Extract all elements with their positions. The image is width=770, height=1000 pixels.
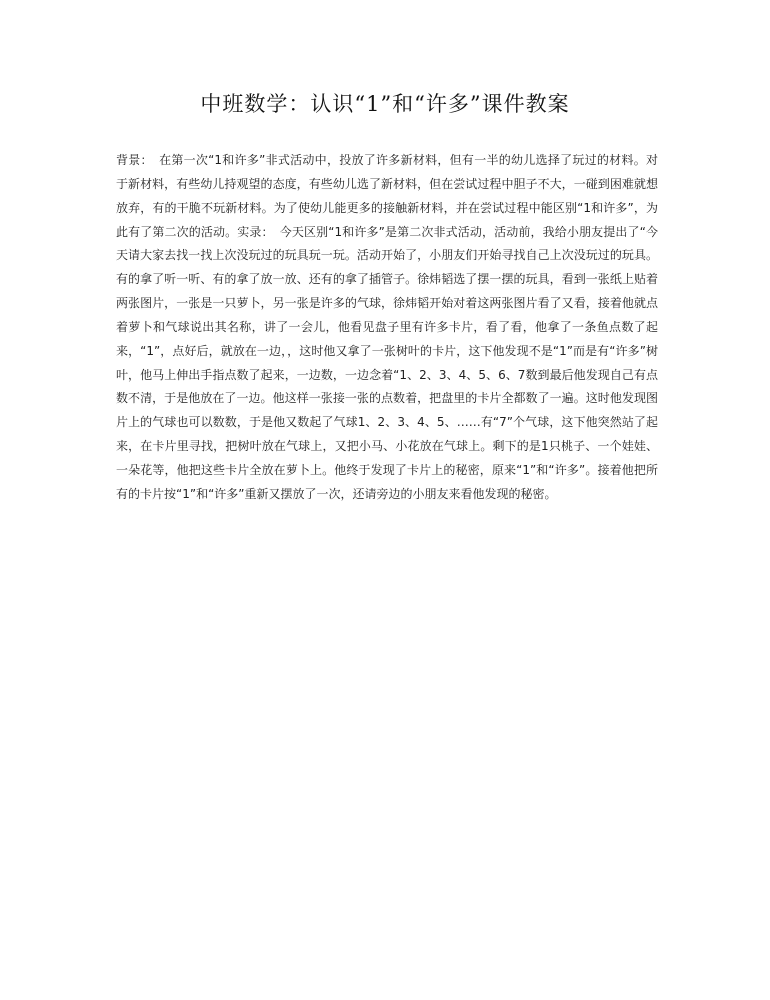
document-title: 中班数学：认识“1”和“许多”课件教案	[200, 92, 570, 116]
document-body-paragraph: 背景： 在第一次“1和许多”非式活动中，投放了许多新材料，但有一半的幼儿选择了玩过的材料。对于新材料，有些幼儿持观望的态度，有些幼儿选了新材料，但在尝试过程中胆子不大，一碰到困难就想放弃，有的干脆不玩新材料。为了使幼儿能更多的接触新材料，并在尝试过程中能区别“1和许多”，为此有了第二次的活动。实录： 今天区别“1和许多”是第二次非式活动，活动前，我给小朋友提出了“今天请大家去找一找上次没玩过的玩具玩一玩。活动开始了，小朋友们开始寻找自己上次没玩过的玩具。有的拿了听一听、有的拿了放一放、还有的拿了插管子。徐炜韬选了摆一摆的玩具，看到一张纸上贴着两张图片，一张是一只萝卜，另一张是许多的气球，徐炜韬开始对着这两张图片看了又看，接着他就点着萝卜和气球说出其名称，讲了一会儿，他看见盘子里有许多卡片，看了看，他拿了一条鱼点数了起来，“1”，点好后，就放在一边，，这时他又拿了一张树叶的卡片，这下他发现不是“1”而是有“许多”树叶，他马上伸出手指点数了起来，一边数，一边念着“1、2、3、4、5、6、7数到最后他发现自己有点数不清，于是他放在了一边。他这样一张接一张的点数着，把盘里的卡片全都数了一遍。这时他发现图片上的气球也可以数数，于是他又数起了气球1、2、3、4、5、……有“7”个气球，这下他突然站了起来，在卡片里寻找，把树叶放在气球上，又把小马、小花放在气球上。剩下的是1只桃子、一个娃娃、一朵花等，他把这些卡片全放在萝卜上。他终于发现了卡片上的秘密，原来“1”和“许多”。接着他把所有的卡片按“1”和“许多”重新又摆放了一次，还请旁边的小朋友来看他发现的秘密。	[116, 153, 658, 501]
